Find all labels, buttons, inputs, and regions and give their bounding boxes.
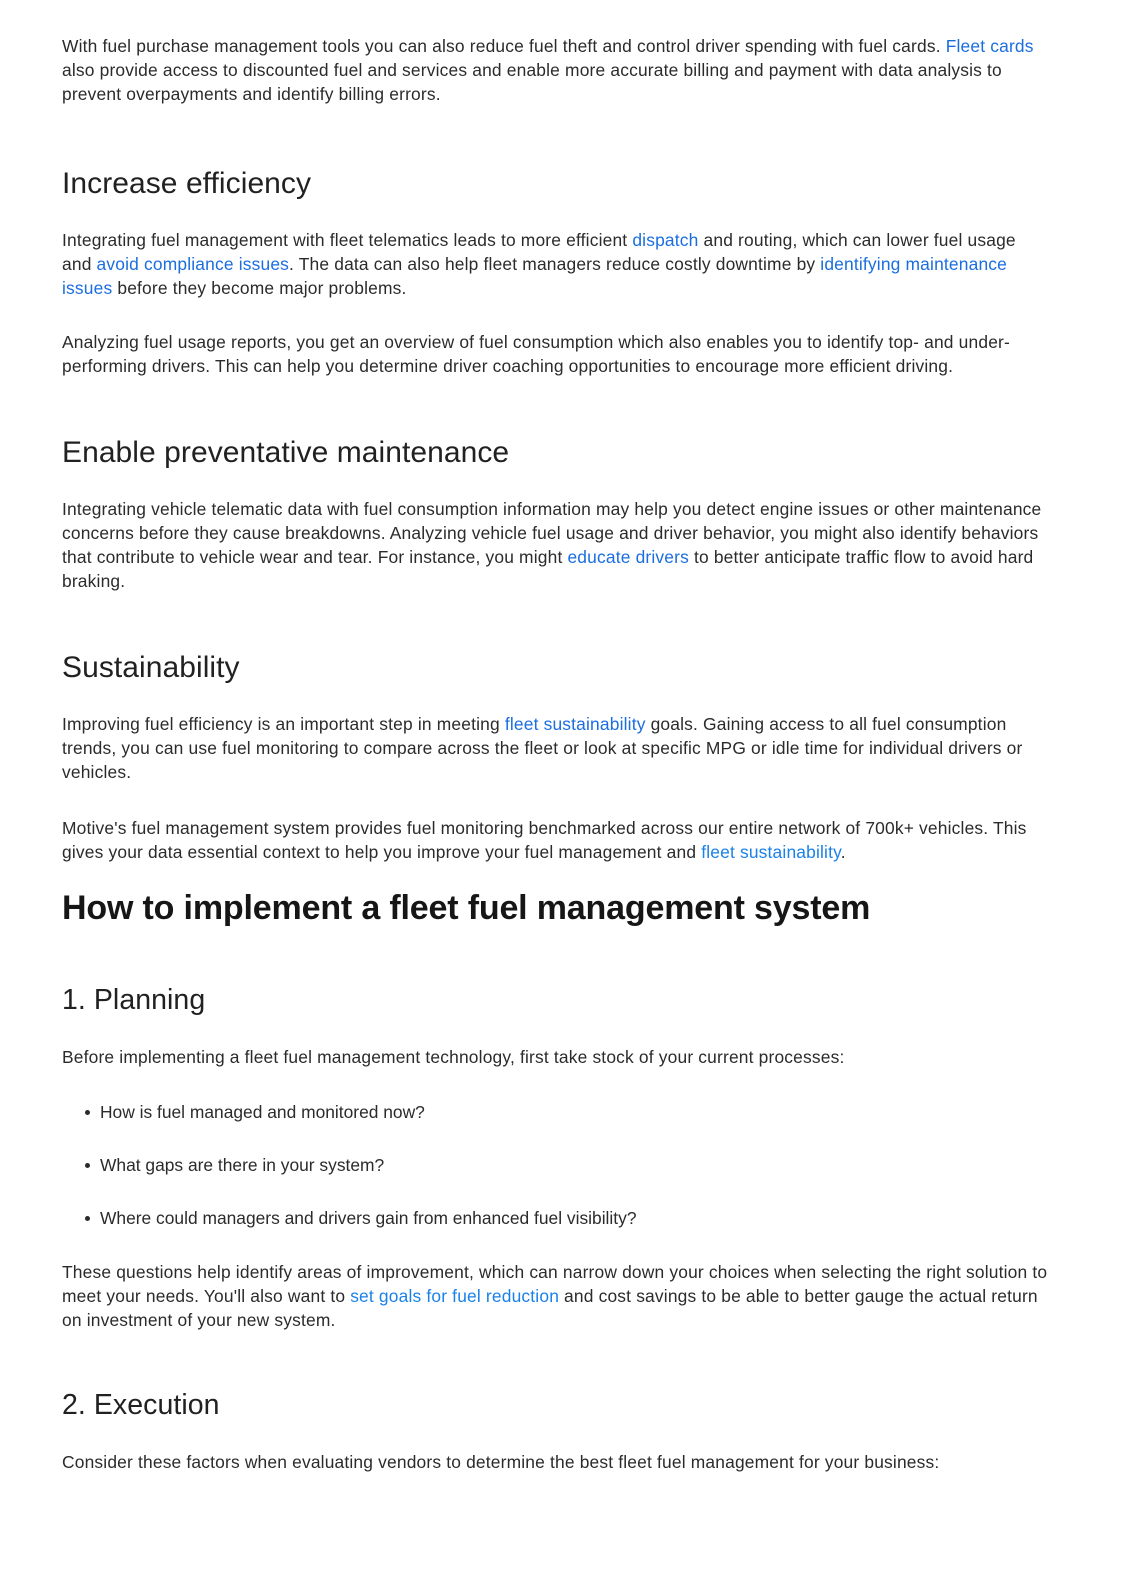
paragraph-text-part-1: Integrating vehicle telematic data with fuel consumption information may help you detect engine issues or other maintenance concerns before they cause breakdowns. Analyzing vehicle fuel usage and driver behavior, you might also identify behaviors that contribute to vehicle wear and tear. For instance, you might — [62, 499, 1042, 568]
paragraph-text-part-2: and routing, which can lower fuel usage and — [62, 230, 1016, 275]
execution-intro-block — [62, 1450, 1048, 1474]
paragraph-text-part-2: to better anticipate traffic flow to avoid hard braking. — [62, 547, 1034, 592]
section-heading-increase-efficiency-block — [62, 166, 1048, 202]
enable-preventative-maintenance-paragraph — [62, 497, 1048, 593]
planning-intro-paragraph: Before implementing a fleet fuel management technology, first take stock of your current processes: — [62, 1047, 845, 1067]
increase-efficiency-paragraph-2: Analyzing fuel usage reports, you get an overview of fuel consumption which also enables you to identify top- and under-performing drivers. This can help you determine driver coaching opportunities to encourage more efficient driving. — [62, 332, 1010, 377]
link-educate-drivers[interactable]: educate drivers — [567, 547, 689, 568]
enable-preventative-maintenance-paragraph-block — [62, 497, 1048, 593]
link-set-goals-for-fuel-reduction[interactable]: set goals for fuel reduction — [350, 1286, 560, 1307]
step-heading-planning-block — [62, 983, 1048, 1017]
step-heading-execution-block — [62, 1388, 1048, 1422]
paragraph-text-part-2: goals. Gaining access to all fuel consumption trends, you can use fuel monitoring to compare across the fleet or look at specific MPG or idle time for individual drivers or vehicles. — [62, 714, 1023, 783]
link-identifying-maintenance-issues[interactable]: identifying maintenance issues — [62, 254, 1008, 299]
paragraph-text-part-1: Integrating fuel management with fleet telematics leads to more efficient — [62, 230, 633, 250]
increase-efficiency-paragraph-1 — [62, 228, 1048, 300]
list-item: How is fuel managed and monitored now? — [62, 1100, 1048, 1124]
section-heading-sustainability-block — [62, 650, 1048, 686]
main-heading-block — [62, 888, 1048, 929]
link-dispatch[interactable]: dispatch — [632, 230, 699, 250]
paragraph-text-part-3: . The data can also help fleet managers reduce costly downtime by — [289, 254, 821, 275]
sustainability-paragraph-2 — [62, 816, 1048, 864]
link-fleet-sustainability-2[interactable]: fleet sustainability — [701, 842, 841, 863]
section-heading-increase-efficiency: Increase efficiency — [62, 167, 312, 200]
step-heading-execution: 2. Execution — [62, 1389, 220, 1421]
intro-tail-text: also provide access to discounted fuel and services and enable more accurate billing and payment with data analysis to prevent overpayments and identify billing errors. — [62, 60, 1002, 105]
main-heading-how-to-implement: How to implement a fleet fuel management system — [62, 889, 871, 927]
paragraph-text-part-2: . — [840, 842, 846, 863]
planning-outro-block — [62, 1260, 1048, 1332]
paragraph-text-part-1: These questions help identify areas of improvement, which can narrow down your choices when selecting the right solution to meet your needs. You'll also want to — [62, 1262, 1048, 1307]
link-fleet-cards[interactable]: Fleet cards — [945, 36, 1034, 56]
execution-intro-paragraph: Consider these factors when evaluating vendors to determine the best fleet fuel management for your business: — [62, 1452, 940, 1472]
intro-lead-text: With fuel purchase management tools you can also reduce fuel theft and control driver spending with fuel cards. — [62, 36, 946, 56]
increase-efficiency-paragraph-1-block — [62, 228, 1048, 300]
planning-bullet-list-block — [62, 1100, 1048, 1230]
intro-paragraph-block — [62, 34, 1048, 106]
link-fleet-sustainability-1[interactable]: fleet sustainability — [504, 714, 646, 734]
list-item: Where could managers and drivers gain from enhanced fuel visibility? — [62, 1206, 1048, 1230]
paragraph-text-part-4: before they become major problems. — [112, 278, 407, 299]
section-heading-sustainability: Sustainability — [62, 651, 240, 684]
section-heading-enable-preventative-maintenance: Enable preventative maintenance — [62, 436, 510, 469]
sustainability-paragraph-2-block — [62, 816, 1048, 864]
section-heading-enable-preventative-maintenance-block — [62, 435, 1048, 471]
sustainability-paragraph-1-block — [62, 712, 1048, 784]
paragraph-text-part-1: Motive's fuel management system provides fuel monitoring benchmarked across our entire network of 700k+ vehicles. This gives your data essential context to help you improve your fuel management and — [62, 818, 1027, 863]
increase-efficiency-paragraph-2-block — [62, 330, 1048, 378]
sustainability-paragraph-1 — [62, 712, 1048, 784]
planning-outro-paragraph — [62, 1260, 1048, 1332]
paragraph-text-part-1: Improving fuel efficiency is an important step in meeting — [62, 714, 505, 734]
planning-intro-block — [62, 1045, 1048, 1069]
intro-paragraph — [62, 34, 1048, 106]
list-item: What gaps are there in your system? — [62, 1153, 1048, 1177]
paragraph-text-part-2: and cost savings to be able to better gauge the actual return on investment of your new system. — [62, 1286, 1038, 1331]
planning-question-list — [62, 1100, 1048, 1230]
link-avoid-compliance-issues[interactable]: avoid compliance issues — [96, 254, 290, 275]
step-heading-planning: 1. Planning — [62, 984, 206, 1016]
